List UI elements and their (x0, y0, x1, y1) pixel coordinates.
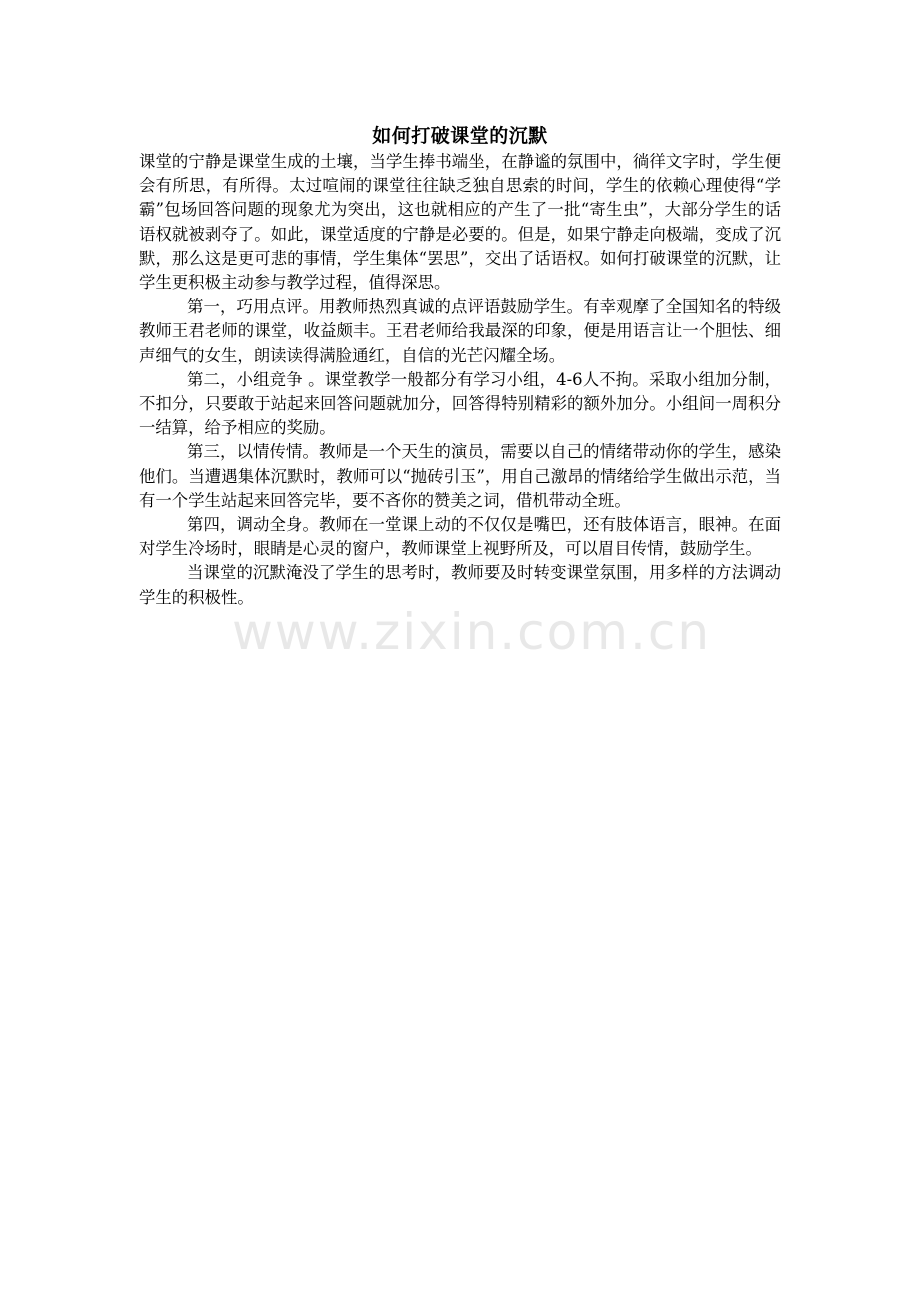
document-title: 如何打破课堂的沉默 (372, 125, 548, 147)
document-body (139, 122, 781, 610)
paragraph-intro: 课堂的宁静是课堂生成的土壤，当学生捧书端坐，在静谧的氛围中，徜徉文字时，学生便会有所思，有所得。太过喧闹的课堂往往缺乏独自思索的时间，学生的依赖心理使得“学霸”包场回答问题的现象尤为突出，这也就相应的产生了一批“寄生虫”，大部分学生的话语权就被剥夺了。如此，课堂适度的宁静是必要的。但是，如果宁静走向极端，变成了沉默，那么这是更可悲的事情，学生集体“罢思”，交出了话语权。如何打破课堂的沉默，让学生更积极主动参与教学过程，值得深思。 (139, 152, 781, 293)
paragraph-conclusion: 当课堂的沉默淹没了学生的思考时，教师要及时转变课堂氛围，用多样的方法调动学生的积极性。 (139, 563, 781, 607)
paragraph-point-3: 第三，以情传情。教师是一个天生的演员，需要以自己的情绪带动你的学生，感染他们。当遭遇集体沉默时，教师可以“抛砖引玉”，用自己激昂的情绪给学生做出示范，当有一个学生站起来回答完毕，要不吝你的赞美之词，借机带动全班。 (139, 442, 781, 510)
paragraph-point-4: 第四，调动全身。教师在一堂课上动的不仅仅是嘴巴，还有肢体语言，眼神。在面对学生冷场时，眼睛是心灵的窗户，教师课堂上视野所及，可以眉目传情，鼓励学生。 (139, 515, 781, 559)
watermark: www.zixin.com.cn (232, 603, 712, 661)
paragraph-point-1: 第一，巧用点评。用教师热烈真诚的点评语鼓励学生。有幸观摩了全国知名的特级教师王君老师的课堂，收益颇丰。王君老师给我最深的印象，便是用语言让一个胆怯、细声细气的女生，朗读读得满脸通红，自信的光芒闪耀全场。 (139, 297, 781, 365)
paragraph-point-2: 第二，小组竞争 。课堂教学一般都分有学习小组，4-6人不拘。采取小组加分制，不扣分，只要敢于站起来回答问题就加分，回答得特别精彩的额外加分。小组间一周积分一结算，给予相应的奖励。 (139, 369, 781, 438)
